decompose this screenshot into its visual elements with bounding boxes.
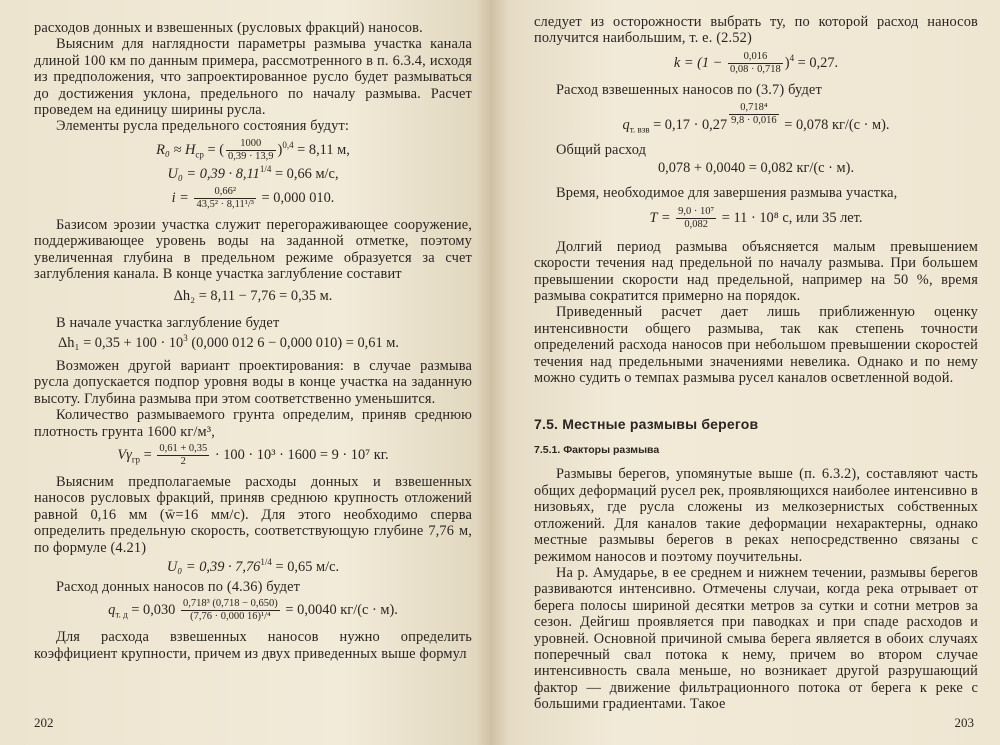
- paragraph: Количество размываемого грунта определим, приняв среднюю плотность грунта 1600 кг/м³,: [34, 407, 472, 440]
- paragraph: Выясним для наглядности параметры размыва участка канала длиной 100 км по данным примера, рассмотренного в п. 6.3.4, исходя из предположения, что запроектированное русло будет размываться до достижения уклона, предельного по началу размыва. Расчет проведем на единицу ширины русла.: [34, 36, 472, 119]
- formula-u0-776: $U_0 = 0,39 \cdot 7,76^{1/4} = 0,65$ м/с.: [166, 557, 340, 575]
- formula-time: T = $\frac{\text{9,0 · 10⁷}}{0,082}$ = 11 · 10⁸ с, или 35 лет.: [649, 205, 863, 230]
- formula-bed-load: $q_{т. д} = 0,030$ $\frac{\text{0,718³ (0,718 − 0,650)}}{\text{(7,76 · 0,000 16)¹/⁴}}$ = 0,0040 кг/(с · м).: [108, 598, 398, 623]
- subsection-heading: 7.5.1. Факторы размыва: [534, 444, 660, 457]
- paragraph: Для расхода взвешенных наносов нужно определить коэффициент крупности, причем из двух приведенных выше формул: [34, 629, 472, 662]
- paragraph: На р. Амударье, в ее среднем и нижнем течении, размывы берегов развиваются интенсивно. Отмечены случаи, когда река отрывает от берега полосы шириной десятки метров за сутки и сотни метров за сезон. Дейгиш проявляется при паводках и при спаде расходов и уровней. Основной причиной смыва берега является в обоих случаях поперечный свал потока к нему, причем во втором случае интенсивность свала меньше, но возникает другой разрушающий фактор — движение фильтрационного потока от берега к реке с большими градиентами. Такое: [534, 564, 978, 713]
- formula-dh1: $\Delta h_1 = 0,35 + 100 \cdot 10^3$ (0,000 012 6 − 0,000 010) = 0,61 м.: [58, 333, 399, 351]
- formula-total-load: 0,078 + 0,0040 = 0,082 кг/(с · м).: [657, 160, 855, 177]
- right-page: [490, 0, 1000, 745]
- formula-dh2: Δh₂ = 8,11 − 7,76 = 0,35 м.: [173, 288, 333, 305]
- formula-u0: $U_0 = 0,39 \cdot 8,11^{1/4} = 0,66$ м/с,: [167, 164, 339, 182]
- page-number: 202: [34, 715, 54, 730]
- formula-suspended-load: $q_{т. взв} = 0,17 \cdot 0,27$ $\frac{\text{0,718⁴}}{9,8 \cdot 0,016}$ = 0,078 кг/(с · м).: [622, 102, 890, 135]
- paragraph: Долгий период размыва объясняется малым превышением скорости течения над предельной по началу размыва. При большем превышении скорости над предельной, например на 50 %, время размыва сократится примерно на порядок.: [534, 238, 978, 305]
- paragraph: Элементы русла предельного состояния будут:: [56, 118, 350, 135]
- paragraph: Базисом эрозии участка служит перегораживающее сооружение, поддерживающее уровень воды на заданной отметке, поэтому увеличенная глубина в предельном режиме образуется за счет заглубления канала. В конце участка заглубление составит: [34, 216, 472, 283]
- formula-k: k = (1 − $\frac{0,016}{0,08 \cdot 0,718}$ )$^4$ = 0,27.: [673, 50, 839, 75]
- paragraph: Приведенный расчет дает лишь приближенную оценку интенсивности общего размыва, так как степень точности определений расхода наносов при небольшом превышении скоростей течения над предельными значениями невелика. Однако и по нему можно судить о темпах размыва русел каналов осветленной водой.: [534, 304, 978, 387]
- paragraph: Расход донных наносов по (4.36) будет: [56, 578, 301, 595]
- formula-soil-mass: $V\gamma_{гр}$ = $\frac{0,61 + 0,35}{2}$ · 100 · 10³ · 1600 = 9 · 10⁷ кг.: [117, 442, 389, 467]
- page-number: 203: [954, 715, 974, 730]
- paragraph: Общий расход: [556, 142, 647, 159]
- paragraph: Размывы берегов, упомянутые выше (п. 6.3.2), составляют часть общих деформаций русел рек, проявляющихся наиболее интенсивно в низовьях, где русла сложены из мелкозернистых собственных отложений. Для каналов такие деформации нехарактерны, однако местные размывы берегов в реках непосредственно связаны с режимом наносов и поэтому поучительны.: [534, 466, 978, 565]
- formula-slope: i = $\frac{\text{0,66²}}{\text{43,5² · 8,11¹/³}}$ = 0,000 010.: [171, 185, 335, 210]
- paragraph: В начале участка заглубление будет: [56, 315, 280, 332]
- paragraph: Время, необходимое для завершения размыва участка,: [556, 185, 898, 202]
- left-page: [0, 0, 490, 745]
- paragraph: Выясним предполагаемые расходы донных и взвешенных наносов русловых фракций, приняв среднюю крупность отложений равной 0,16 мм (w̄=16 мм/с). Для этого необходимо сперва определить предельную скорость, соответствующую глубине 7,76 м, по формуле (4.21): [34, 473, 472, 556]
- section-heading: 7.5. Местные размывы берегов: [534, 416, 759, 433]
- paragraph: Расход взвешенных наносов по (3.7) будет: [556, 81, 822, 98]
- paragraph: следует из осторожности выбрать ту, по которой расход наносов получится наибольшим, т. е. (2.52): [534, 14, 978, 47]
- paragraph: расходов донных и взвешенных (русловых фракций) наносов.: [34, 20, 423, 36]
- paragraph: Возможен другой вариант проектирования: в случае размыва русла допускается подпор уровня воды в конце участка на заданную высоту. Глубина размыва при этом соответственно уменьшится.: [34, 357, 472, 407]
- formula-r0: $R_0 \approx H_{ср}$ = ( $\frac{1000}{0,39 \cdot 13,9}$ )$^{0,4}$ = 8,11 м,: [156, 137, 350, 162]
